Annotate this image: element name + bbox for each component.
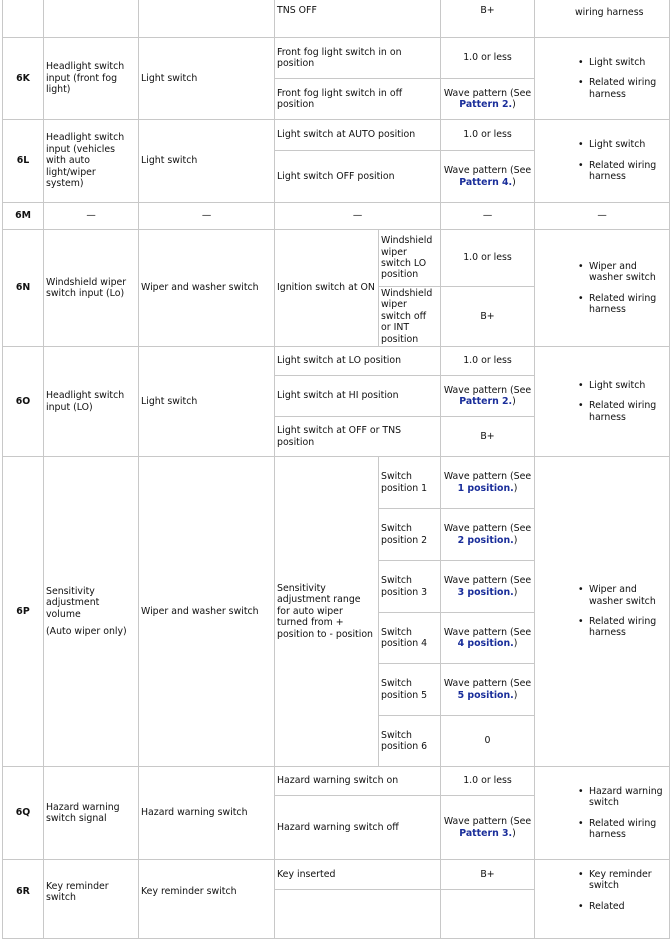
pattern-link[interactable]: 1 position. [457, 482, 514, 494]
cell-terminal-6L: 6L [2, 119, 44, 203]
cell-sub-condition: Switch position 4 [378, 612, 441, 664]
cell-value: Wave pattern (See 2 position.) [440, 508, 535, 561]
cell-condition [274, 889, 441, 939]
cell-sub-condition: Switch position 1 [378, 456, 441, 509]
cell-condition: Front fog light switch in off position [274, 78, 441, 120]
cell-sub-condition: Switch position 5 [378, 663, 441, 716]
cell-component: Wiper and washer switch [138, 229, 275, 347]
cell-component: Hazard warning switch [138, 766, 275, 860]
cell-value: B+ [440, 0, 535, 38]
cell-cause: wiring harness [534, 0, 670, 38]
cell-terminal-6Q: 6Q [2, 766, 44, 860]
pattern-link[interactable]: Pattern 2. [459, 99, 513, 110]
cell-value: 1.0 or less [440, 346, 535, 376]
cell-terminal-6M: 6M [2, 202, 44, 230]
cell-condition: Light switch OFF position [274, 150, 441, 203]
pattern-link[interactable]: 3 position. [457, 586, 514, 598]
cell-value: 1.0 or less [440, 37, 535, 79]
cell-main-condition: Sensitivity adjustment range for auto wiper turned from + position to - position [274, 456, 379, 767]
cell-name: Headlight switch input (LO) [43, 346, 139, 457]
cell-condition: Light switch at OFF or TNS position [274, 416, 441, 457]
cell-condition: TNS OFF [274, 0, 441, 38]
cell-value: Wave pattern (See Pattern 4.) [440, 150, 535, 203]
cell-component-blank [138, 0, 275, 38]
cell-name: Sensitivity adjustment volume (Auto wiper only) [43, 456, 139, 767]
cell-name: Headlight switch input (vehicles with auto light/wiper system) [43, 119, 139, 203]
pattern-link[interactable]: Pattern 4. [459, 176, 513, 188]
cell-condition: Hazard warning switch on [274, 766, 441, 796]
cell-name: Key reminder switch [43, 859, 139, 939]
cell-value: B+ [440, 286, 535, 347]
cell-component: — [138, 202, 275, 230]
cell-name: Windshield wiper switch input (Lo) [43, 229, 139, 347]
cell-cause: • Light switch • Related wiring harness [534, 119, 670, 203]
cell-condition: Hazard warning switch off [274, 795, 441, 860]
cell-name: Hazard warning switch signal [43, 766, 139, 860]
cell-value: B+ [440, 416, 535, 457]
cell-name: Headlight switch input (front fog light) [43, 37, 139, 120]
cell-component: Light switch [138, 37, 275, 120]
cell-value: 1.0 or less [440, 119, 535, 151]
cell-value: B+ [440, 859, 535, 890]
cell-cause: • Light switch • Related wiring harness [534, 346, 670, 457]
cell-value: Wave pattern (See Pattern 2.) [440, 78, 535, 120]
cell-component: Key reminder switch [138, 859, 275, 939]
cell-cause: • Light switch • Related wiring harness [534, 37, 670, 120]
cell-condition: — [274, 202, 441, 230]
cell-value [440, 889, 535, 939]
cell-component: Light switch [138, 119, 275, 203]
cell-main-condition: Ignition switch at ON [274, 229, 379, 347]
pattern-link[interactable]: 2 position. [457, 534, 514, 546]
cell-cause: • Key reminder switch • Related [534, 859, 670, 939]
cell-condition: Front fog light switch in on position [274, 37, 441, 79]
pattern-link[interactable]: 4 position. [457, 638, 514, 649]
cell-name-blank [43, 0, 139, 38]
cell-cause: • Wiper and washer switch • Related wiring harness [534, 456, 670, 767]
pattern-link[interactable]: 5 position. [457, 689, 514, 701]
cell-terminal-6N: 6N [2, 229, 44, 347]
cell-component: Wiper and washer switch [138, 456, 275, 767]
cell-value: Wave pattern (See 1 position.) [440, 456, 535, 509]
cell-value: Wave pattern (See 3 position.) [440, 560, 535, 613]
cell-value: Wave pattern (See 5 position.) [440, 663, 535, 716]
cell-sub-condition: Switch position 6 [378, 715, 441, 767]
cell-condition: Light switch at AUTO position [274, 119, 441, 151]
cell-terminal-6O: 6O [2, 346, 44, 457]
cell-sub-condition: Switch position 2 [378, 508, 441, 561]
cell-condition: Light switch at LO position [274, 346, 441, 376]
cell-component: Light switch [138, 346, 275, 457]
cell-value: — [440, 202, 535, 230]
cell-cause: — [534, 202, 670, 230]
cell-name: — [43, 202, 139, 230]
pattern-link[interactable]: Pattern 3. [459, 827, 513, 839]
cell-value: 0 [440, 715, 535, 767]
cell-sub-condition: Windshield wiper switch LO position [378, 229, 441, 287]
pattern-link[interactable]: Pattern 2. [459, 396, 513, 407]
cell-terminal-6K: 6K [2, 37, 44, 120]
cell-condition: Light switch at HI position [274, 375, 441, 417]
cell-value: 1.0 or less [440, 229, 535, 287]
cell-terminal-blank [2, 0, 44, 38]
cell-value: Wave pattern (See Pattern 3.) [440, 795, 535, 860]
cell-value: Wave pattern (See Pattern 2.) [440, 375, 535, 417]
cell-cause: • Hazard warning switch • Related wiring harness [534, 766, 670, 860]
cell-terminal-6P: 6P [2, 456, 44, 767]
cell-value: Wave pattern (See 4 position.) [440, 612, 535, 664]
cell-sub-condition: Switch position 3 [378, 560, 441, 613]
cell-terminal-6R: 6R [2, 859, 44, 939]
cell-sub-condition: Windshield wiper switch off or INT position [378, 286, 441, 347]
cell-value: 1.0 or less [440, 766, 535, 796]
cell-condition: Key inserted [274, 859, 441, 890]
cell-cause: • Wiper and washer switch • Related wiring harness [534, 229, 670, 347]
